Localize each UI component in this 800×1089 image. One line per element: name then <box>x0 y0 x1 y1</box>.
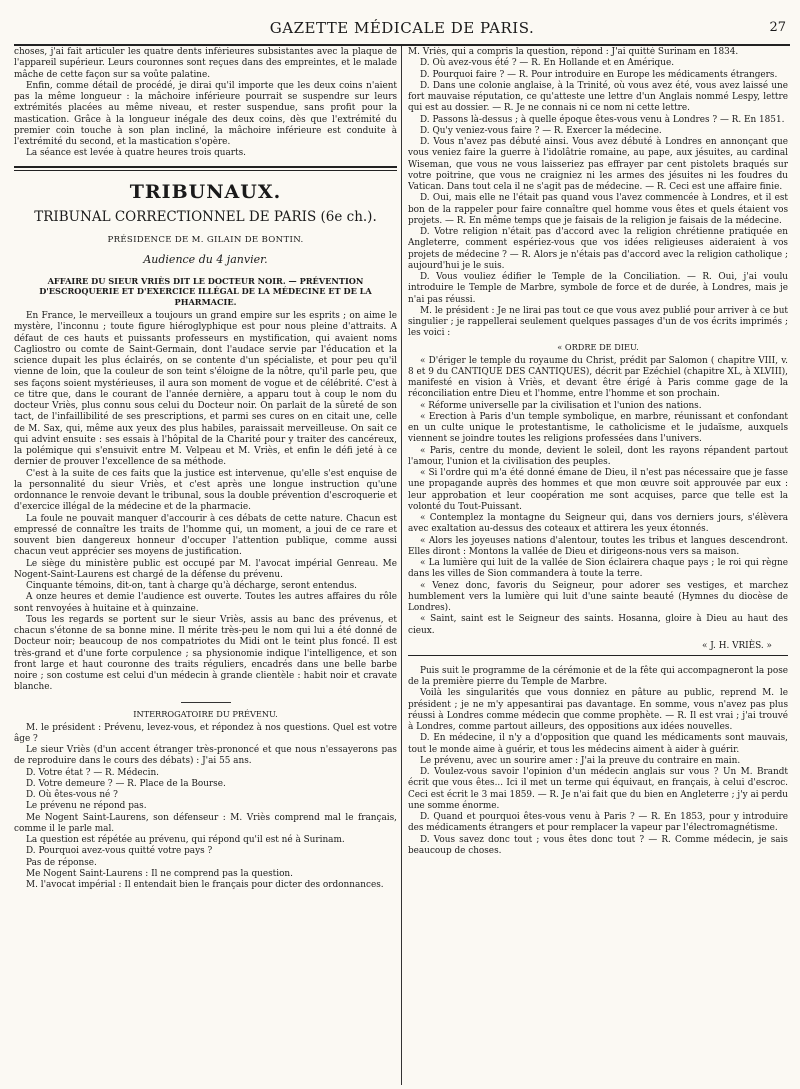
dialogue-line: D. Où avez-vous été ? — R. En Hollande et en Amérique. <box>420 58 675 69</box>
dialogue-line: D. Votre religion n'était pas d'accord avec la religion chrétienne pratiquée en Angleterre, comment espériez-vous que vos idées religieuses aideraient à vos projets de médecine ? — R. Alors je n'étais pas d'accord avec la religion catholique ; aujourd'hui je le suis. <box>408 227 788 271</box>
paragraph: Cinquante témoins, dit-on, tant à charge qu'à décharge, seront entendus. <box>26 581 358 591</box>
page-header <box>14 8 790 46</box>
dialogue-line: Le sieur Vriès (d'un accent étranger très-prononcé et que nous n'essayerons pas de reproduire dans le cours des débats) : J'ai 55 ans. <box>14 745 397 767</box>
dialogue-line: D. Votre demeure ? — R. Place de la Bourse. <box>26 778 226 789</box>
dialogue-line: D. Oui, mais elle ne l'était pas quand vous l'avez commencée à Londres, et il est bon de la rappeler pour faire connaître quel homme vous êtes et quels étaient vos projets. — R. En même temps que je faisais de la religion je faisais de la médecine. <box>408 193 788 226</box>
dialogue-line: Le prévenu ne répond pas. <box>26 801 147 812</box>
dialogue-line: M. le président : Je ne lirai pas tout ce que vous avez publié pour arriver à ce but singulier ; je rappellerai seulement quelques passages d'un de vos écrits imprimés ; les voici : <box>408 305 788 339</box>
quoted-paragraph: « Venez donc, favoris du Seigneur, pour adorer ses vestiges, et marchez humblement vers la lumière qui luit d'une sainte beauté (Hymnes du diocèse de Londres). <box>408 580 788 613</box>
paragraph: La foule ne pouvait manquer d'accourir à ces débats de cette nature. Chacun est empressé de connaître les traits de l'homme qui, un moment, a joui de ce rare et souvent bien dangereux honneur d'occuper l'attention publique, comme aussi chacun veut apprécier ses moyens de justification. <box>14 513 397 558</box>
paragraph: C'est à la suite de ces faits que la justice est intervenue, qu'elle s'est enquise de la personnalité du sieur Vriès, et c'est après une longue instruction qu'une ordonnance le renvoie devant le tribunal, sous la double prévention d'escroquerie et d'exercice illégal de la médecine et de la pharmacie. <box>14 468 397 513</box>
dialogue-line: D. Dans une colonie anglaise, à la Trinité, où vous avez été, vous avez laissé une fort mauvaise réputation, ce qu'atteste une lettre d'un Anglais nommé Lespy, lettre qui est au dossier. — R. Je ne connais ni ce nom ni cette lettre. <box>408 80 788 114</box>
signature: « J. H. VRIÈS. » <box>701 640 772 651</box>
dialogue-line: D. Pourquoi faire ? — R. Pour introduire en Europe les médicaments étrangers. <box>420 69 778 80</box>
paragraph: Tous les regards se portent sur le sieur Vriès, assis au banc des prévenus, et chacun s'étonne de sa bonne mine. Il mérite très-peu le nom qui lui a été donné de Docteur noir; beaucoup de nos compatriotes du Midi ont le teint plus foncé. Il est très-grand et d'une forte corpulence ; sa physionomie indique l'intelligence, et son front large et haut couronne des traits réguliers, encadrés dans une belle barbe noire ; son costume est celui d'un médecin à grande clientèle : habit noir et cravate blanche. <box>14 614 397 693</box>
dialogue-line: M. Vriès, qui a compris la question, répond : J'ai quitté Surinam en 1834. <box>408 47 739 57</box>
dialogue-line: D. Passons là-dessus ; à quelle époque êtes-vous venu à Londres ? — R. En 1851. <box>420 114 785 125</box>
dialogue-line: D. Vous savez donc tout ; vous êtes donc tout ? — R. Comme médecin, je sais beaucoup de choses. <box>408 834 788 856</box>
dialogue-line: M. l'avocat impérial : Il entendait bien le français pour dicter des ordonnances. <box>26 880 384 890</box>
quoted-paragraph: « Erection à Paris d'un temple symbolique, en marbre, réunissant et confondant en un culte unique le protestantisme, le catholicisme et le judaïsme, auxquels viennent se joindre toutes les religions professées dans l'univers. <box>408 411 788 445</box>
publication-title: GAZETTE MÉDICALE DE PARIS. <box>269 19 535 37</box>
dialogue-line: D. Quand et pourquoi êtes-vous venu à Paris ? — R. En 1853, pour y introduire des médicaments étrangers et pour remplacer la vapeur par l'électromagnétisme. <box>408 812 788 834</box>
paragraph: Le siège du ministère public est occupé par M. l'avocat impérial Genreau. Me Nogent-Saint-Laurens est chargé de la défense du prévenu. <box>14 558 397 580</box>
dialogue-line: Me Nogent Saint-Laurens : Il ne comprend pas la question. <box>26 868 293 879</box>
presidency-line: PRÉSIDENCE DE M. GILAIN DE BONTIN. <box>107 234 304 245</box>
dialogue-line: D. Où êtes-vous né ? <box>26 790 118 800</box>
dialogue-line: D. Vous n'avez pas débuté ainsi. Vous avez débuté à Londres en annonçant que vous veniez faire la guerre à l'idolâtrie romaine, au pape, aux jésuites, au cardinal Wiseman, que vous ne vous laisseriez pas effrayer par cent pistolets braqués sur votre poitrine, que vous ne craigniez ni les armes des jésuites ni les foudres du Vatican. Dans tout cela il ne s'agit pas de médecine. — R. Ceci est une affaire finie. <box>408 137 788 192</box>
quoted-paragraph: « Alors les joyeuses nations d'alentour, toutes les tribus et langues descendront. Elles diront : Montons la vallée de Dieu et dirigeons-nous vers sa maison. <box>408 535 788 557</box>
paragraph: choses, j'ai fait articuler les quatre dents inférieures subsistantes avec la plaque de l'appareil supérieur. Leurs couronnes sont reçues dans des empreintes, et le malade mâche de cette façon sur sa voûte palatine. <box>14 47 397 80</box>
paragraph: Puis suit le programme de la cérémonie et de la fête qui accompagneront la pose de la première pierre du Temple de Marbre. <box>408 665 788 687</box>
section-rule <box>14 170 397 171</box>
dialogue-line: D. En médecine, il n'y a d'opposition que quand les médicaments sont mauvais, tout le monde aime à guérir, et tous les médecins aiment à aider à guérir. <box>408 733 788 755</box>
paragraph: En France, le merveilleux a toujours un grand empire sur les esprits ; on aime le mystère, l'inconnu ; toute figure hiéroglyphique est pour nous pleine d'attraits. A défaut de ces hauts et puissants professeurs en mystification, qui avaient noms Cagliostro ou comte de Saint-Germain, dont l'audace servie par l'éducation et la science dupait les plus éclairés, on se contente d'un spécialiste, et pour peu qu'il vienne de loin, que la couleur de son teint s'éloigne de la nôtre, qu'il parle peu, que ses façons soient mystérieuses, il aura son moment de vogue et de célébrité. C'est à ce titre que, dans le courant de l'année dernière, a apparu tout à coup le nom du docteur Vriès, plus connu sous celui du Docteur noir. On parlait de la sûreté de son tact, de l'infaillibilité de ses prescriptions, et parmi ses cures on en citait une, celle de M. Sax, qui, même aux yeux des plus habiles, paraissait merveilleuse. On sait ce qui advint ensuite : ses essais à l'hôpital de la Charité pour y traiter des cancéreux, la polémique qui s'ensuivit entre M. Velpeau et M. Vriès, et enfin le défi jeté à ce dernier de prouver l'excellence de sa méthode. <box>14 311 397 468</box>
right-column <box>408 47 788 1085</box>
separator <box>181 702 231 703</box>
paragraph: La séance est levée à quatre heures trois quarts. <box>26 148 246 159</box>
section-title: TRIBUNAUX. <box>129 180 282 203</box>
dialogue-line: Le prévenu, avec un sourire amer : J'ai la preuve du contraire en main. <box>420 755 741 766</box>
section-rule <box>14 166 397 168</box>
column-divider <box>401 46 402 1085</box>
dialogue-line: D. Pourquoi avez-vous quitté votre pays ? <box>26 846 213 857</box>
dialogue-line: Me Nogent Saint-Laurens, son défenseur : M. Vriès comprend mal le français, comme il le parle mal. <box>14 812 397 834</box>
quoted-paragraph: « Si l'ordre qui m'a été donné émane de Dieu, il n'est pas nécessaire que je fasse une propagande auprès des hommes et que mon œuvre soit approuvée par eux : leur approbation et leur coopération me sont acquises, parce que telle est la volonté du Tout-Puissant. <box>408 468 788 512</box>
dialogue-line: D. Qu'y veniez-vous faire ? — R. Exercer la médecine. <box>420 125 662 136</box>
quoted-paragraph: « Paris, centre du monde, devient le soleil, dont les rayons répandent partout l'amour, l'union et la civilisation des peuples. <box>408 445 788 467</box>
separator <box>408 655 788 656</box>
hearing-date: Audience du 4 janvier. <box>143 252 268 266</box>
dialogue-line: La question est répétée au prévenu, qui répond qu'il est né à Surinam. <box>26 835 345 845</box>
dialogue-line: D. Voulez-vous savoir l'opinion d'un médecin anglais sur vous ? Un M. Brandt écrit que vous êtes... Ici il met un terme qui équivaut, en français, à celui d'escroc. Ceci est écrit le 3 mai 1859. — R. Je n'ai fait que du bien en Angleterre ; j'y ai perdu une somme énorme. <box>408 767 788 811</box>
quoted-paragraph: « Réforme universelle par la civilisation et l'union des nations. <box>420 400 702 411</box>
order-title: « ORDRE DE DIEU. <box>557 341 639 352</box>
left-column <box>14 47 397 1085</box>
page-number: 27 <box>769 20 786 35</box>
quoted-paragraph: « D'ériger le temple du royaume du Christ, prédit par Salomon ( chapitre VIII, v. 8 et 9 du CANTIQUE DES CANTIQUES), décrit par Ezéchiel (chapitre XL, à XLVIII), manifesté en vision à Vriès, et devant être érigé à Paris comme gage de la réconciliation entre Dieu et l'homme, entre l'homme et son prochain. <box>408 355 788 400</box>
paragraph: A onze heures et demie l'audience est ouverte. Toutes les autres affaires du rôle sont renvoyées à huitaine et à quinzaine. <box>14 592 397 614</box>
affair-title: AFFAIRE DU SIEUR VRIÈS DIT LE DOCTEUR NOIR. — PRÉVENTION D'ESCROQUERIE ET D'EXERCICE ILLÉGAL DE LA MÉDECINE ET DE LA PHARMACIE. <box>39 275 372 307</box>
dialogue-line: Pas de réponse. <box>26 857 97 868</box>
court-title: TRIBUNAL CORRECTIONNEL DE PARIS (6e ch.). <box>34 208 377 225</box>
interrogation-title: INTERROGATOIRE DU PRÉVENU. <box>133 708 278 719</box>
dialogue-line: D. Votre état ? — R. Médecin. <box>26 767 159 778</box>
quoted-paragraph: « Contemplez la montagne du Seigneur qui, dans vos derniers jours, s'élèvera avec exaltation au-dessus des coteaux et attirera les yeux étonnés. <box>408 513 788 535</box>
paragraph: Voilà les singularités que vous donniez en pâture au public, reprend M. le président ; je ne m'y appesantirai pas davantage. En somme, vous n'avez pas plus réussi à Londres comme médecin que comme prophète. — R. Il est vrai ; j'ai trouvé à Londres, comme partout ailleurs, des oppositions aux idées nouvelles. <box>408 688 788 732</box>
dialogue-line: D. Vous vouliez édifier le Temple de la Conciliation. — R. Oui, j'ai voulu introduire le Temple de Marbre, symbole de force et de durée, à Londres, mais je n'ai pas réussi. <box>408 272 788 305</box>
quoted-paragraph: « La lumière qui luit de la vallée de Sion éclairera chaque pays ; le roi qui règne dans les villes de Sion commandera à toute la terre. <box>408 558 788 580</box>
paragraph: Enfin, comme détail de procédé, je dirai qu'il importe que les deux coins n'aient pas la même longueur : la mâchoire inférieure pourrait se suspendre sur leurs extrémités placées au même niveau, et rester suspendue, sans profit pour la mastication. Grâce à la longueur inégale des deux coins, dès que l'extrémité du premier coin touche à son plan incliné, la mâchoire inférieure est conduite à l'extrémité du second, et la mastication s'opère. <box>14 80 397 147</box>
dialogue-line: M. le président : Prévenu, levez-vous, et répondez à nos questions. Quel est votre âge ? <box>14 722 397 744</box>
quoted-paragraph: « Saint, saint est le Seigneur des saints. Hosanna, gloire à Dieu au haut des cieux. <box>408 614 788 636</box>
